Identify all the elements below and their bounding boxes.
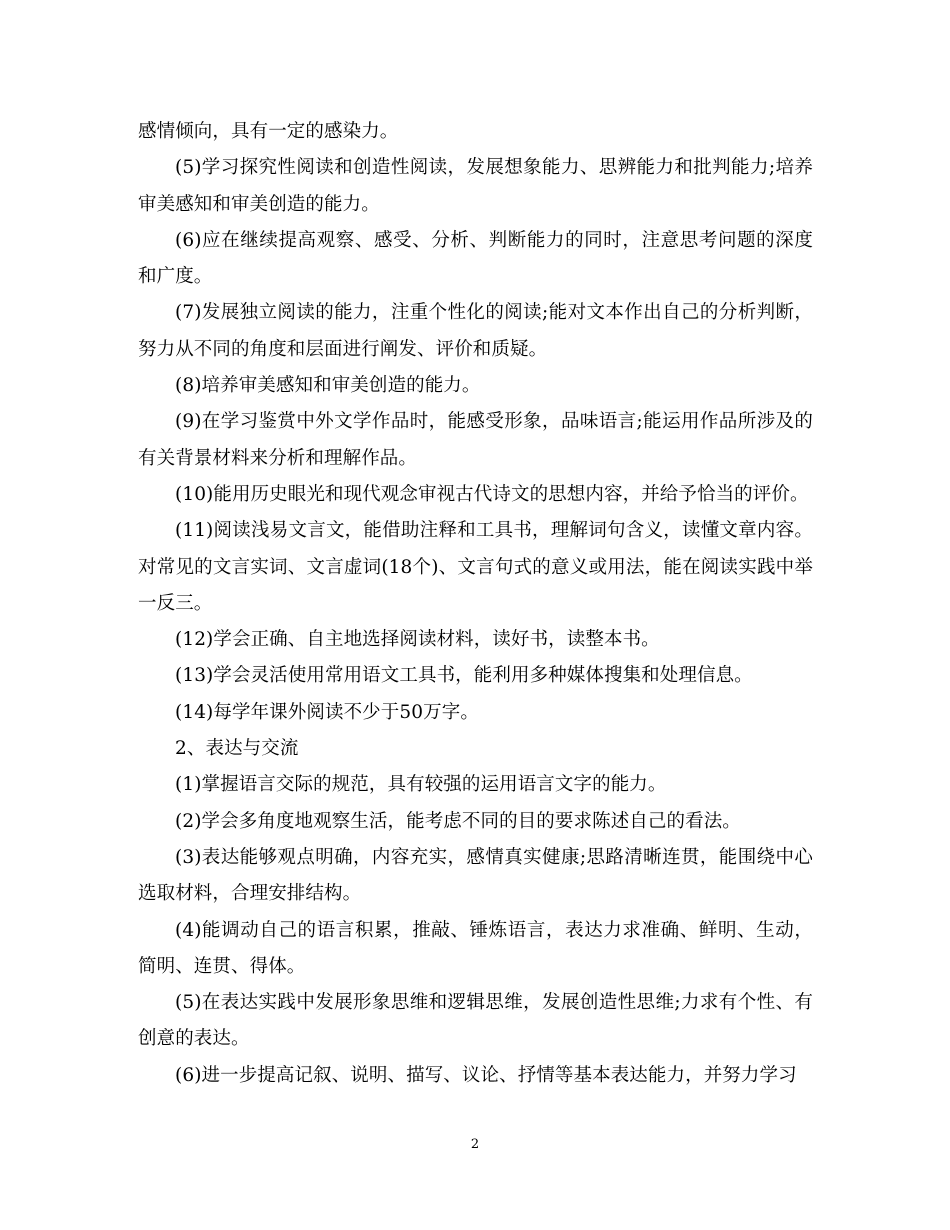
- paragraph: (6)应在继续提高观察、感受、分析、判断能力的同时，注意思考问题的深度和广度。: [138, 229, 813, 288]
- paragraph: (1)掌握语言交际的规范，具有较强的运用语言文字的能力。: [175, 774, 667, 796]
- paragraph: (5)学习探究性阅读和创造性阅读，发展想象能力、思辨能力和批判能力;培养审美感知和审美创造的能力。: [138, 157, 813, 215]
- paragraph: (14)每学年课外阅读不少于50万字。: [175, 701, 479, 723]
- paragraph: (2)学会多角度地观察生活，能考虑不同的目的要求陈述自己的看法。: [175, 810, 741, 832]
- paragraph: (10)能用历史眼光和现代观念审视古代诗文的思想内容，并给予恰当的评价。: [175, 483, 809, 505]
- section-heading: 2、表达与交流: [175, 738, 299, 760]
- paragraph: (13)学会灵活使用常用语文工具书，能利用多种媒体搜集和处理信息。: [175, 665, 753, 687]
- paragraph: (3)表达能够观点明确，内容充实，感情真实健康;思路清晰连贯，能围绕中心选取材料，合理安排结构。: [138, 846, 813, 905]
- paragraph: (8)培养审美感知和审美创造的能力。: [175, 375, 481, 397]
- paragraph: 感情倾向，具有一定的感染力。: [138, 121, 399, 142]
- paragraph: (11)阅读浅易文言文，能借助注释和工具书，理解词句含义，读懂文章内容。对常见的文言实词、文言虚词(18个)、文言句式的意义或用法，能在阅读实践中举一反三。: [138, 520, 813, 614]
- paragraph: (7)发展独立阅读的能力，注重个性化的阅读;能对文本作出自己的分析判断，努力从不同的角度和层面进行阐发、评价和质疑。: [138, 302, 813, 360]
- paragraph: (5)在表达实践中发展形象思维和逻辑思维，发展创造性思维;力求有个性、有创意的表达。: [138, 992, 813, 1050]
- paragraph: (4)能调动自己的语言积累，推敲、锤炼语言，表达力求准确、鲜明、生动，简明、连贯、得体。: [138, 919, 813, 977]
- document-body: [138, 114, 813, 1094]
- paragraph: (6)进一步提高记叙、说明、描写、议论、抒情等基本表达能力，并努力学习: [175, 1064, 797, 1086]
- page-number: 2: [470, 1137, 480, 1152]
- paragraph: (12)学会正确、自主地选择阅读材料，读好书，读整本书。: [175, 629, 660, 651]
- paragraph: (9)在学习鉴赏中外文学作品时，能感受形象，品味语言;能运用作品所涉及的有关背景材料来分析和理解作品。: [138, 411, 813, 469]
